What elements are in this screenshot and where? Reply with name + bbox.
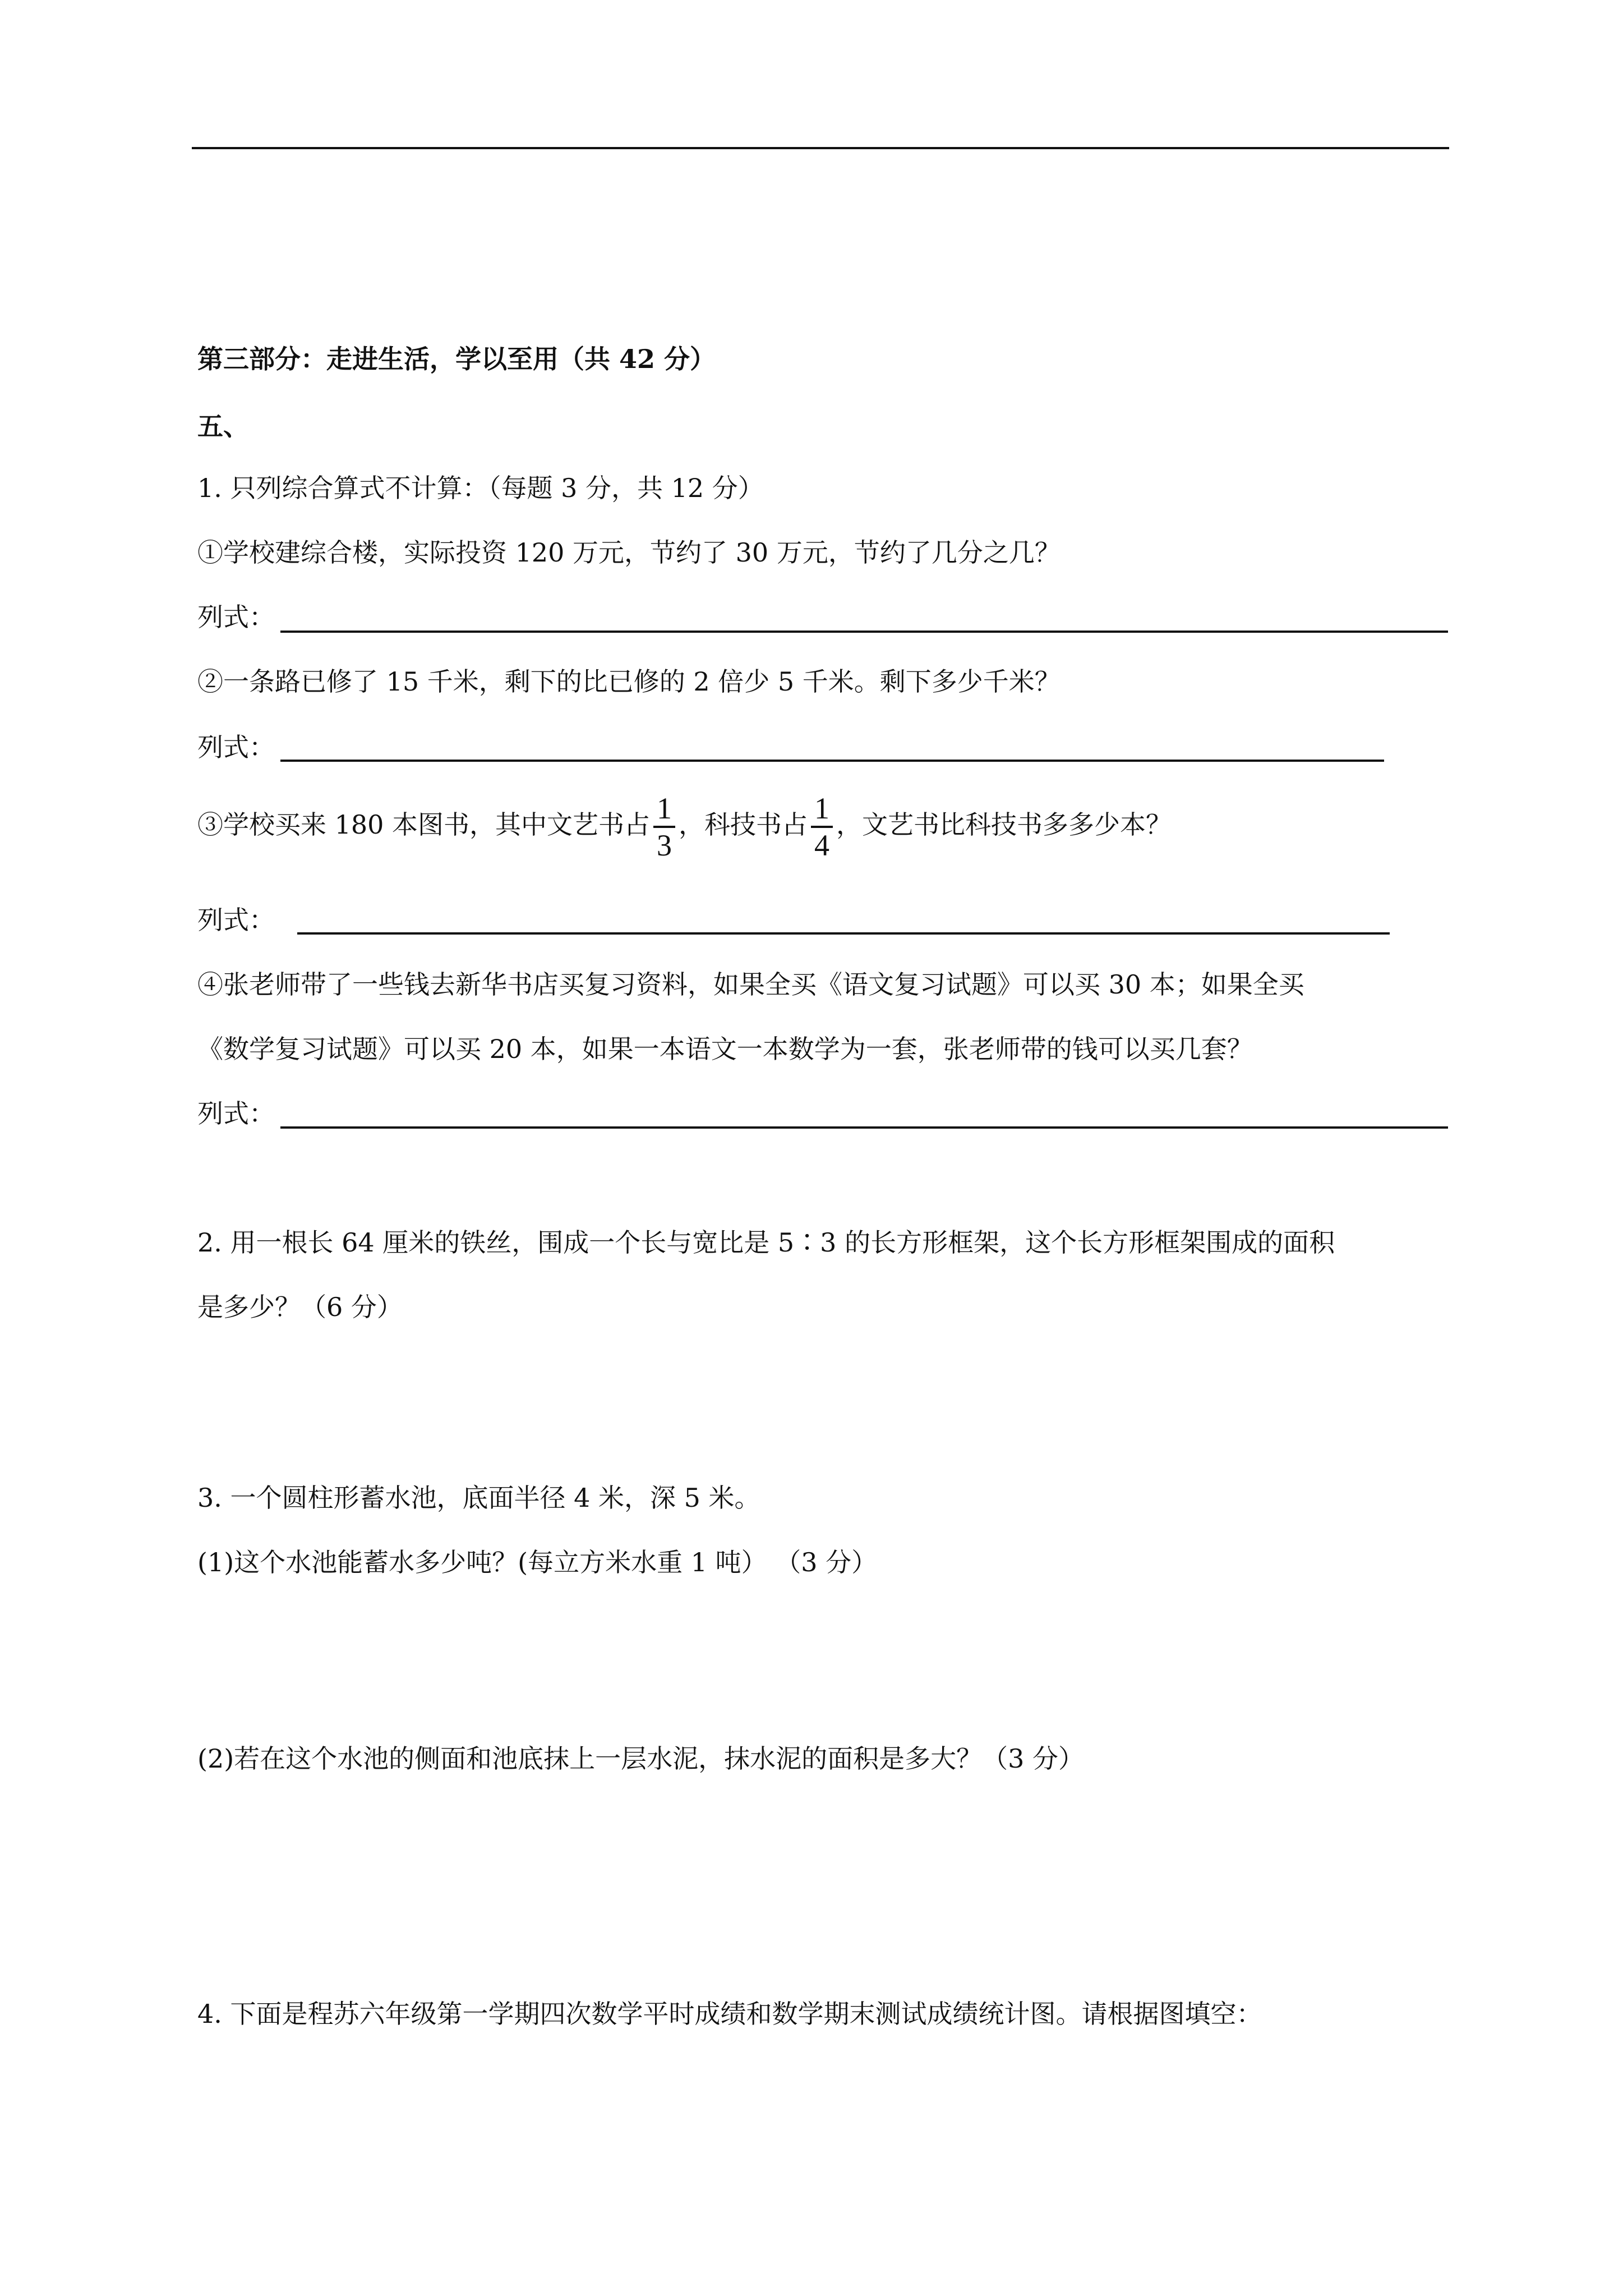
fraction-one-third <box>653 791 675 863</box>
q3-intro: 3. 一个圆柱形蓄水池，底面半径 4 米，深 5 米。 <box>197 1483 760 1513</box>
q3-part-2: (2)若在这个水池的侧面和池底抹上一层水泥，抹水泥的面积是多大？（3 分） <box>197 1743 1085 1774</box>
q1-intro: 1. 只列综合算式不计算：（每题 3 分，共 12 分） <box>197 473 764 503</box>
q1-item-1-answer-line[interactable] <box>280 631 1448 633</box>
q1-item-3-label: 列式： <box>197 905 275 935</box>
q1-item-1-label: 列式： <box>197 602 275 632</box>
fraction-denominator: 3 <box>657 829 672 862</box>
q1-item-4-label: 列式： <box>197 1098 275 1129</box>
q1-item-2-label: 列式： <box>197 732 275 762</box>
fraction-denominator: 4 <box>814 829 830 862</box>
q1-item-4-line-2: 《数学复习试题》可以买 20 本，如果一本语文一本数学为一套，张老师带的钱可以买几套？ <box>197 1034 1253 1064</box>
fraction-one-quarter <box>811 791 833 863</box>
q1-item-4-answer-line[interactable] <box>280 1126 1448 1129</box>
q2-line-2: 是多少？（6 分） <box>197 1292 403 1322</box>
q1-item-2: ②一条路已修了 15 千米，剩下的比已修的 2 倍少 5 千米。剩下多少千米？ <box>197 666 1061 697</box>
section-number: 五、 <box>197 411 249 441</box>
q1-item-2-answer-line[interactable] <box>280 760 1384 762</box>
section-title: 第三部分：走进生活，学以至用（共 42 分） <box>197 344 716 374</box>
fraction-numerator: 1 <box>653 791 675 828</box>
q2-line-1: 2. 用一根长 64 厘米的铁丝，围成一个长与宽比是 5∶3 的长方形框架，这个长方形框架围成的面积 <box>197 1227 1335 1258</box>
q1-item-3-answer-line[interactable] <box>297 932 1390 935</box>
q1-item-3 <box>197 783 1172 867</box>
q1-item-3-text-a: ③学校买来 180 本图书，其中文艺书占 <box>197 809 651 840</box>
header-rule <box>192 147 1449 149</box>
fraction-numerator: 1 <box>811 791 833 828</box>
q1-item-3-text-b: ，科技书占 <box>679 809 808 840</box>
q1-item-1: ①学校建综合楼，实际投资 120 万元，节约了 30 万元，节约了几分之几？ <box>197 537 1061 568</box>
q3-part-1: (1)这个水池能蓄水多少吨？(每立方米水重 1 吨） （3 分） <box>197 1547 878 1577</box>
q1-item-4-line-1: ④张老师带了一些钱去新华书店买复习资料，如果全买《语文复习试题》可以买 30 本；如果全买 <box>197 969 1304 1000</box>
q4-text: 4. 下面是程苏六年级第一学期四次数学平时成绩和数学期末测试成绩统计图。请根据图填空： <box>197 1999 1262 2029</box>
q1-item-3-text-c: ，文艺书比科技书多多少本？ <box>836 809 1172 840</box>
